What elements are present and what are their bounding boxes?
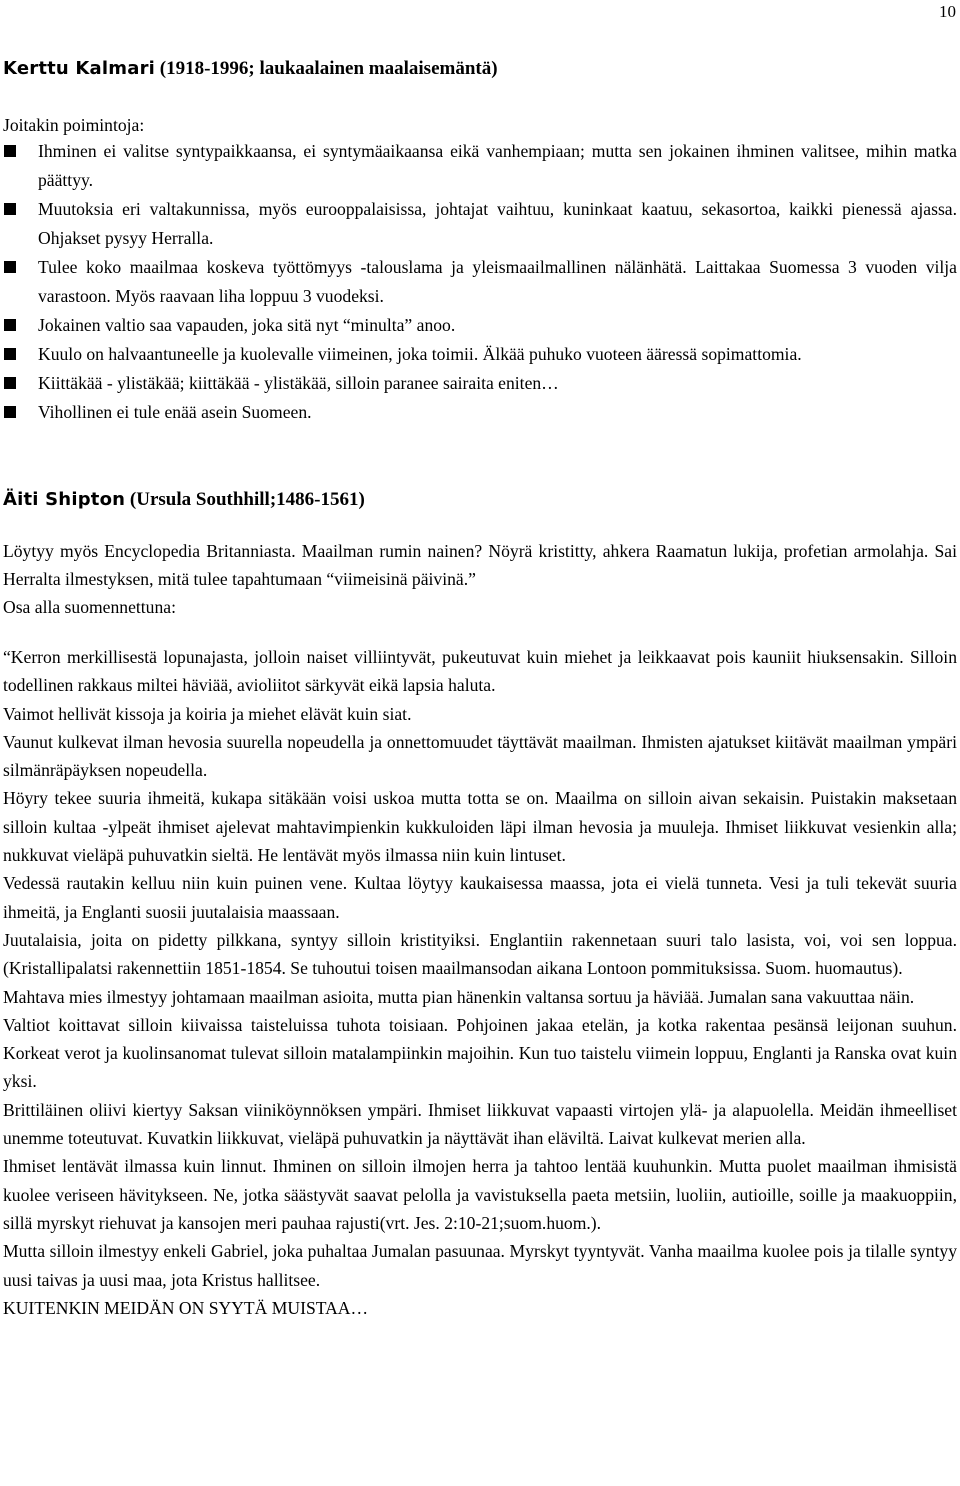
shipton-intro: Löytyy myös Encyclopedia Britanniasta. Maailman rumin nainen? Nöyrä kristitty, ahkera Raamatun lukija, profetian armolahja. Sai Herralta ilmestyksen, mitä tulee tapahtumaan “viimeisinä päivinä.” <box>3 541 957 589</box>
list-item <box>3 311 957 340</box>
prophecy-paragraph: Ihmiset lentävät ilmassa kuin linnut. Ihminen on silloin ilmojen herra ja tahtoo lentää kuuhunkin. Mutta puolet maailman ihmisistä kuolee veriseen hävitykseen. Ne, jotka säästyvät saavat pelolla ja vavistuksella paeta metsiin, luoliin, autioille, soille ja maakuoppiin, sillä myrskyt riehuvat ja kansojen meri pauhaa rajusti(vrt. Jes. 2:10-21;suom.huom.). <box>3 1156 957 1233</box>
kalmari-intro: Joitakin poimintoja: <box>3 115 145 135</box>
list-item <box>3 195 957 253</box>
prophecy-closing: KUITENKIN MEIDÄN ON SYYTÄ MUISTAA… <box>3 1297 369 1318</box>
square-bullet-icon <box>4 406 16 418</box>
list-item-text: Ihminen ei valitse syntypaikkaansa, ei syntymäaikaansa eikä vanhempiaan; mutta sen jokainen ihminen valitsee, mihin matka päättyy. <box>38 141 957 190</box>
shipton-details: (Ursula Southhill;1486-1561) <box>125 489 365 510</box>
list-item-text: Muutoksia eri valtakunnissa, myös eurooppalaisissa, johtajat vaihtuu, kuninkaat kaatuu, sekasortoa, kaikki pienessä ajassa. Ohjakset pysyy Herralla. <box>38 199 957 248</box>
kalmari-bullet-list <box>3 137 957 427</box>
shipton-name: Äiti Shipton <box>3 489 126 510</box>
list-item <box>3 137 957 195</box>
list-item-text: Vihollinen ei tule enää asein Suomeen. <box>38 402 312 422</box>
prophecy-paragraph: Juutalaisia, joita on pidetty pilkkana, syntyy silloin kristityiksi. Englantiin rakennetaan suuri talo lasista, voi, voi sen loppua. (Kristallipalatsi rakennettiin 1851-1854. Se tuhoutui toisen maailmansodan aikana Lontoon pommituksissa. Suom. huomautus). <box>3 929 957 979</box>
prophecy-paragraph: Mahtava mies ilmestyy johtamaan maailman asioita, mutta pian hänenkin valtansa sortuu ja häviää. Jumalan sana vakuuttaa näin. <box>3 986 915 1007</box>
square-bullet-icon <box>4 261 16 273</box>
list-item-text: Kuulo on halvaantuneelle ja kuolevalle viimeinen, joka toimii. Älkää puhuko vuoteen ääressä sopimattomia. <box>38 344 802 364</box>
kalmari-name: Kerttu Kalmari <box>3 58 156 79</box>
square-bullet-icon <box>4 377 16 389</box>
shipton-section <box>3 483 957 1322</box>
kalmari-section <box>3 52 957 427</box>
kalmari-heading <box>3 52 957 86</box>
list-item <box>3 398 957 427</box>
prophecy-paragraph: Brittiläinen oliivi kiertyy Saksan viiniköynnöksen ympäri. Ihmiset liikkuvat vapaasti virtojen ylä- ja alapuolella. Meidän ihmeelliset unemme toteutuvat. Kuvatkin liikkuvat, vieläpä puhuvatkin ja näyttävät ihan eläviltä. Laivat kulkevat merien alla. <box>3 1099 957 1149</box>
prophecy-paragraph: Vaimot hellivät kissoja ja koiria ja miehet elävät kuin siat. <box>3 703 412 724</box>
list-item <box>3 369 957 398</box>
prophecy-paragraph: Vaunut kulkevat ilman hevosia suurella nopeudella ja onnettomuudet täyttävät maailman. Ihmisten ajatukset kiitävät maailman ympäri silmänräpäyksen nopeudella. <box>3 731 957 781</box>
list-item <box>3 253 957 311</box>
square-bullet-icon <box>4 203 16 215</box>
prophecy-paragraph: Vedessä rautakin kelluu niin kuin puinen vene. Kultaa löytyy kaukaisessa maassa, jota ei vielä tunneta. Vesi ja tuli tekevät suuria ihmeitä, ja Englanti suosii juutalaisia maassaan. <box>3 873 957 922</box>
square-bullet-icon <box>4 319 16 331</box>
list-item-text: Tulee koko maailmaa koskeva työttömyys -talouslama ja yleismaailmallinen nälänhätä. Laittakaa Suomessa 3 vuoden vilja varastoon. Myös raavaan liha loppuu 3 vuodeksi. <box>38 257 957 306</box>
prophecy-text <box>3 643 957 1322</box>
document-body <box>3 52 957 1322</box>
prophecy-paragraph: Valtiot koittavat silloin kiivaissa taisteluissa tuhota toisiaan. Pohjoinen jakaa etelän, ja kotka rakentaa pesänsä leijonan suuhun. Korkeat verot ja kuolinsanomat tulevat silloin matalampiinkin majoihin. Kun tuo taistelu viimein loppuu, Englanti ja Ranska ovat kuin yksi. <box>3 1014 957 1092</box>
square-bullet-icon <box>4 145 16 157</box>
kalmari-details: (1918-1996; laukaalainen maalaisemäntä) <box>155 58 498 79</box>
shipton-heading <box>3 483 957 517</box>
page-number: 10 <box>939 2 956 21</box>
prophecy-paragraph: “Kerron merkillisestä lopunajasta, jolloin naiset villiintyvät, pukeutuvat kuin miehet ja leikkaavat pois kauniit hiuksensakin. Silloin todellinen rakkaus miltei häviää, avioliitot särkyvät eikä lapsia haluta. <box>3 647 957 696</box>
square-bullet-icon <box>4 348 16 360</box>
list-item-text: Kiittäkää - ylistäkää; kiittäkää - ylistäkää, silloin paranee sairaita eniten… <box>38 373 559 393</box>
translation-label: Osa alla suomennettuna: <box>3 597 176 617</box>
prophecy-paragraph: Mutta silloin ilmestyy enkeli Gabriel, joka puhaltaa Jumalan pasuunaa. Myrskyt tyyntyvät. Vanha maailma kuolee pois ja tilalle syntyy uusi taivas ja uusi maa, jota Kristus hallitsee. <box>3 1241 957 1290</box>
list-item <box>3 340 957 369</box>
prophecy-paragraph: Höyry tekee suuria ihmeitä, kukapa sitäkään voisi uskoa mutta totta se on. Maailma on silloin aivan sekaisin. Puistakin maksetaan silloin kultaa -ylpeät ihmiset ajelevat mahtavimpienkin kukkuloiden läpi ilman hevosia ja muuleja. Ihmiset liikkuvat vesienkin alla; nukkuvat vieläpä puhuvatkin sieltä. He lentävät myös ilmassa niin kuin lintuset. <box>3 788 957 866</box>
list-item-text: Jokainen valtio saa vapauden, joka sitä nyt “minulta” anoo. <box>38 315 456 335</box>
